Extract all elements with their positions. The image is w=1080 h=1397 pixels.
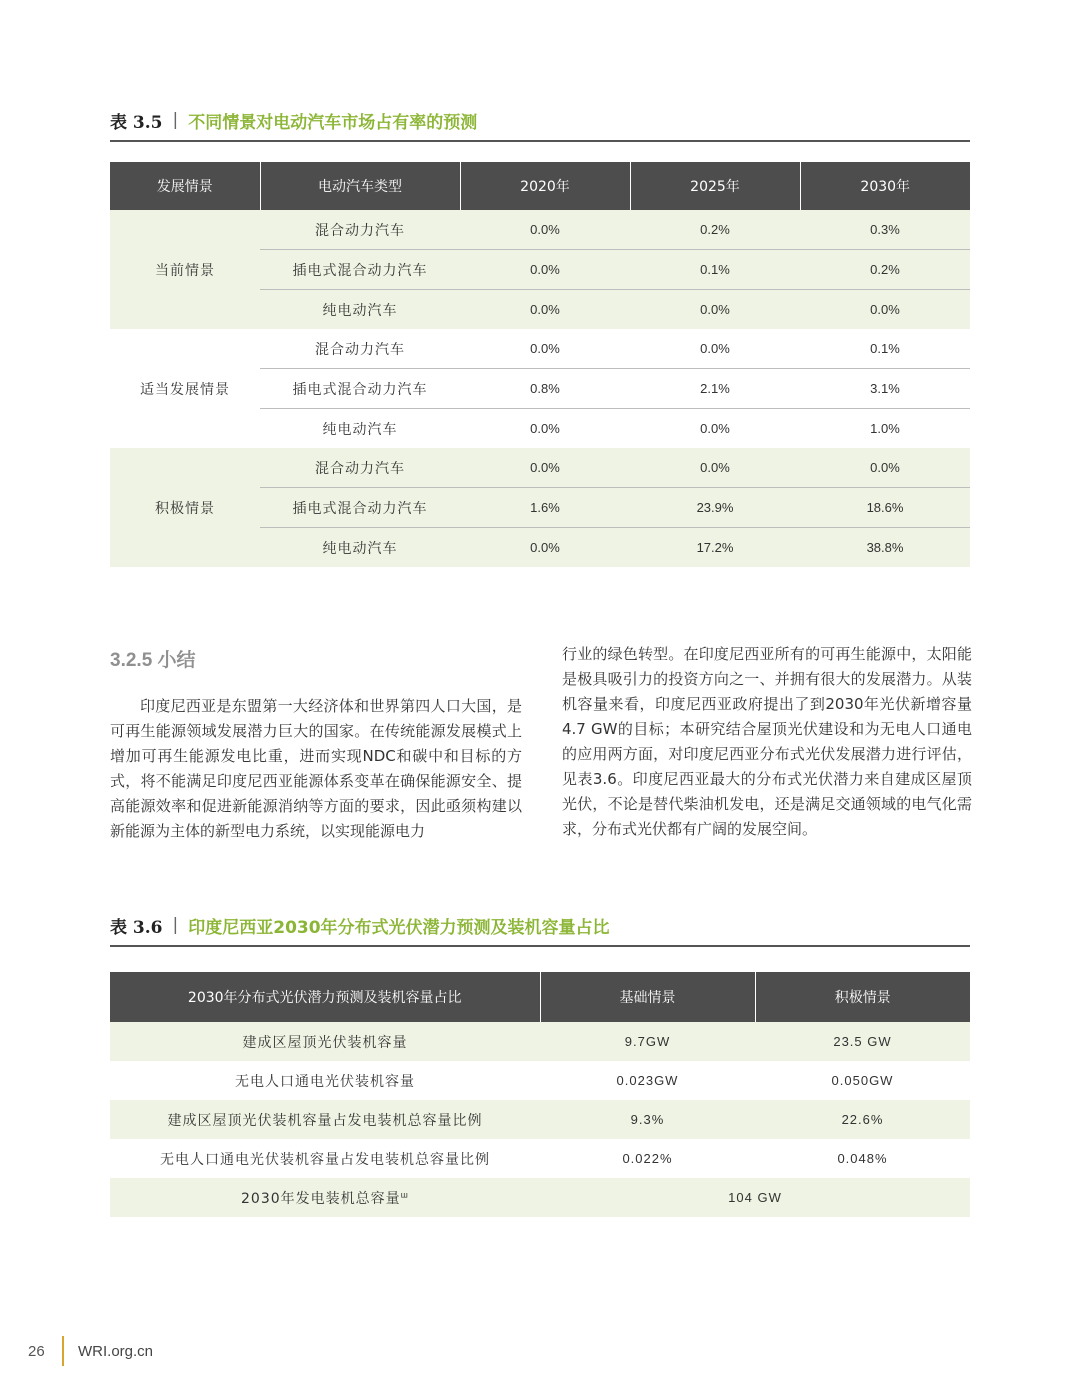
value-cell: 0.0% xyxy=(460,329,630,369)
table-title: 印度尼西亚2030年分布式光伏潜力预测及装机容量占比 xyxy=(188,917,610,938)
total-value: 104 GW xyxy=(540,1178,970,1217)
value-cell: 0.0% xyxy=(460,290,630,330)
value-cell: 22.6% xyxy=(755,1100,970,1139)
table-row xyxy=(110,1022,970,1061)
row-label: 建成区屋顶光伏装机容量占发电装机总容量比例 xyxy=(110,1100,540,1139)
ev-type-cell: 混合动力汽车 xyxy=(260,448,460,488)
body-paragraph-right: 行业的绿色转型。在印度尼西亚所有的可再生能源中，太阳能是极具吸引力的投资方向之一、并拥有很大的发展潜力。从装机容量来看，印度尼西亚政府提出了到2030年光伏新增容量4.7 GW的目标；本研究结合屋顶光伏建设和为无电人口通电的应用两方面，对印度尼西亚分布式光伏发展潜力进行评估，见表3.6。印度尼西亚最大的分布式光伏潜力来自建成区屋顶光伏，不论是替代柴油机发电，还是满足交通领域的电气化需求，分布式光伏都有广阔的发展空间。 xyxy=(562,645,972,838)
value-cell: 0.0% xyxy=(460,448,630,488)
value-cell: 1.6% xyxy=(460,488,630,528)
value-cell: 0.0% xyxy=(460,528,630,568)
table-header-row xyxy=(110,972,970,1022)
table-row xyxy=(110,329,970,369)
table-row xyxy=(110,1100,970,1139)
header-2030: 2030年 xyxy=(800,162,970,210)
row-label: 建成区屋顶光伏装机容量 xyxy=(110,1022,540,1061)
header-2020: 2020年 xyxy=(460,162,630,210)
group-active xyxy=(110,448,970,567)
value-cell: 0.0% xyxy=(460,409,630,449)
section-heading: 3.2.5 小结 xyxy=(110,650,196,671)
caption-separator: | xyxy=(172,110,179,130)
page-footer xyxy=(28,1338,153,1364)
value-cell: 0.048% xyxy=(755,1139,970,1178)
value-cell: 0.8% xyxy=(460,369,630,409)
ev-type-cell: 纯电动汽车 xyxy=(260,528,460,568)
table-3-5-caption xyxy=(110,100,970,142)
value-cell: 0.050GW xyxy=(755,1061,970,1100)
ev-type-cell: 插电式混合动力汽车 xyxy=(260,250,460,290)
table-row xyxy=(110,210,970,250)
ev-type-cell: 插电式混合动力汽车 xyxy=(260,369,460,409)
value-cell: 2.1% xyxy=(630,369,800,409)
ev-type-cell: 纯电动汽车 xyxy=(260,409,460,449)
header-ev-type: 电动汽车类型 xyxy=(260,162,460,210)
ev-type-cell: 纯电动汽车 xyxy=(260,290,460,330)
value-cell: 17.2% xyxy=(630,528,800,568)
header-indicator: 2030年分布式光伏潜力预测及装机容量占比 xyxy=(110,972,540,1022)
value-cell: 0.0% xyxy=(800,448,970,488)
footnote-mark: ш xyxy=(400,1189,409,1199)
value-cell: 0.3% xyxy=(800,210,970,250)
group-current xyxy=(110,210,970,329)
value-cell: 0.1% xyxy=(630,250,800,290)
table-3-6-caption xyxy=(110,905,970,947)
page-number: 26 xyxy=(28,1342,45,1360)
value-cell: 9.3% xyxy=(540,1100,755,1139)
header-base-scenario: 基础情景 xyxy=(540,972,755,1022)
table-label: 表 3.6 xyxy=(110,917,163,938)
group-moderate xyxy=(110,329,970,448)
body-paragraph-left: 印度尼西亚是东盟第一大经济体和世界第四人口大国，是可再生能源领域发展潜力巨大的国家。在传统能源发展模式上增加可再生能源发电比重，进而实现NDC和碳中和目标的方式，将不能满足印度尼西亚能源体系变革在确保能源安全、提高能源效率和促进新能源消纳等方面的要求，因此亟须构建以新能源为主体的新型电力系统，以实现能源电力 xyxy=(110,697,522,840)
table-3-5 xyxy=(110,162,970,567)
row-label: 无电人口通电光伏装机容量 xyxy=(110,1061,540,1100)
value-cell: 0.0% xyxy=(630,329,800,369)
value-cell: 0.0% xyxy=(460,210,630,250)
scenario-cell: 积极情景 xyxy=(110,448,260,567)
value-cell: 18.6% xyxy=(800,488,970,528)
caption-separator: | xyxy=(172,915,179,935)
table-header-row xyxy=(110,162,970,210)
scenario-cell: 适当发展情景 xyxy=(110,329,260,448)
ev-type-cell: 混合动力汽车 xyxy=(260,210,460,250)
value-cell: 0.0% xyxy=(630,409,800,449)
value-cell: 23.5 GW xyxy=(755,1022,970,1061)
value-cell: 0.1% xyxy=(800,329,970,369)
footer-divider xyxy=(62,1336,64,1366)
table-title: 不同情景对电动汽车市场占有率的预测 xyxy=(188,112,478,133)
site-link[interactable]: WRI.org.cn xyxy=(78,1342,154,1360)
value-cell: 0.0% xyxy=(630,448,800,488)
header-scenario: 发展情景 xyxy=(110,162,260,210)
table-label: 表 3.5 xyxy=(110,112,163,133)
value-cell: 0.2% xyxy=(800,250,970,290)
value-cell: 0.0% xyxy=(630,290,800,330)
value-cell: 9.7GW xyxy=(540,1022,755,1061)
value-cell: 0.0% xyxy=(800,290,970,330)
table-row xyxy=(110,1061,970,1100)
total-label-text: 2030年发电装机总容量 xyxy=(241,1190,401,1207)
value-cell: 3.1% xyxy=(800,369,970,409)
table-row xyxy=(110,448,970,488)
ev-type-cell: 插电式混合动力汽车 xyxy=(260,488,460,528)
row-label: 无电人口通电光伏装机容量占发电装机总容量比例 xyxy=(110,1139,540,1178)
value-cell: 0.2% xyxy=(630,210,800,250)
value-cell: 0.022% xyxy=(540,1139,755,1178)
value-cell: 0.0% xyxy=(460,250,630,290)
total-row xyxy=(110,1178,970,1217)
scenario-cell: 当前情景 xyxy=(110,210,260,329)
ev-type-cell: 混合动力汽车 xyxy=(260,329,460,369)
value-cell: 38.8% xyxy=(800,528,970,568)
header-active-scenario: 积极情景 xyxy=(755,972,970,1022)
header-2025: 2025年 xyxy=(630,162,800,210)
total-label xyxy=(110,1178,540,1217)
value-cell: 23.9% xyxy=(630,488,800,528)
table-3-6 xyxy=(110,972,970,1217)
value-cell: 0.023GW xyxy=(540,1061,755,1100)
value-cell: 1.0% xyxy=(800,409,970,449)
table-row xyxy=(110,1139,970,1178)
